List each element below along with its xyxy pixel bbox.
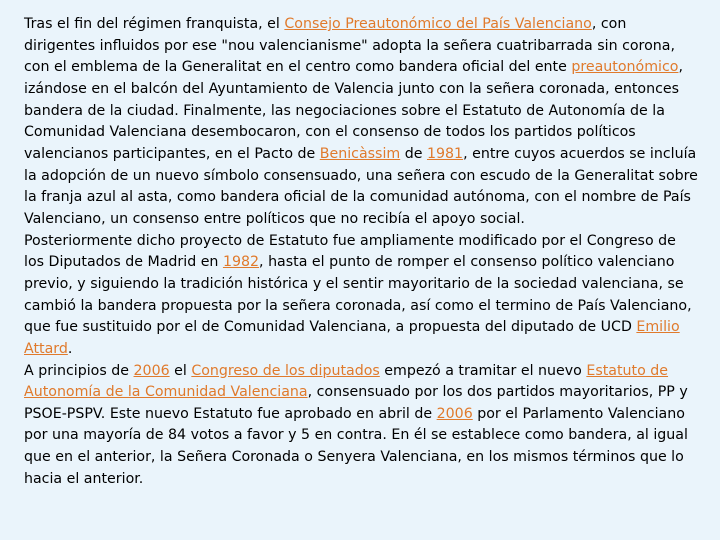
text-segment: de	[400, 145, 427, 162]
text-segment: , hasta el punto de romper el consenso político valenciano previo, y siguiendo la tradición histórica y el sentir mayoritario de la sociedad valenciana, se cambió la bandera propuesta por la señera coronada, así como el termino de País Valenciano, que fue sustituido por el de Comunidad Valenciana, a propuesta del diputado de UCD	[24, 254, 692, 336]
text-segment: , entre cuyos acuerdos se incluía la adopción de un nuevo símbolo consensuado, una señera con escudo de la Generalitat sobre la franja azul al asta, como bandera oficial de la comunidad autónoma, con el nombre de País Valenciano, un consenso entre políticos que no recibía el apoyo social.	[24, 145, 698, 227]
hyperlink[interactable]: 1981	[426, 145, 464, 162]
paragraph-1	[24, 14, 698, 231]
hyperlink[interactable]: Benicàssim	[319, 145, 401, 162]
text-segment: , con dirigentes influidos por ese "nou valencianisme" adopta la señera cuatribarrada sin corona, con el emblema de la Generalitat en el centro como bandera oficial del ente	[24, 16, 675, 76]
text-segment: .	[67, 340, 73, 357]
paragraph-2	[24, 231, 698, 361]
text-segment: A principios de	[24, 362, 134, 379]
document-body	[24, 14, 698, 490]
hyperlink[interactable]: 2006	[133, 362, 170, 379]
hyperlink[interactable]: Consejo Preautonómico del País Valenciano	[284, 16, 592, 32]
hyperlink[interactable]: Congreso de los diputados	[191, 362, 380, 379]
text-segment: el	[169, 362, 192, 379]
text-segment: empezó a tramitar el nuevo	[379, 362, 587, 379]
hyperlink[interactable]: 1982	[222, 254, 260, 271]
text-segment: por el Parlamento Valenciano por una mayoría de 84 votos a favor y 5 en contra. En él se establece como bandera, al igual que en el anterior, la Señera Coronada o Senyera Valenciana, en los mismos términos que lo hacia el anterior.	[24, 405, 688, 487]
hyperlink[interactable]: 2006	[436, 405, 473, 422]
text-segment: Tras el fin del régimen franquista, el	[24, 16, 285, 32]
text-segment: Posteriormente dicho proyecto de Estatuto fue ampliamente modificado por el Congreso de los Diputados de Madrid en	[24, 232, 676, 271]
hyperlink[interactable]: Estatuto de Autonomía de la Comunidad Valenciana	[24, 362, 669, 401]
hyperlink[interactable]: Emilio Attard	[24, 319, 680, 357]
text-segment: , consensuado por los dos partidos mayoritarios, PP y PSOE-PSPV. Este nuevo Estatuto fue aprobado en abril de	[24, 384, 688, 422]
paragraph-3	[24, 361, 698, 491]
hyperlink[interactable]: preautonómico	[571, 59, 679, 76]
text-segment: , izándose en el balcón del Ayuntamiento de Valencia junto con la señera coronada, entonces bandera de la ciudad. Finalmente, las negociaciones sobre el Estatuto de Autonomía de la Comunidad Valenciana desembocaron, con el consenso de todos los partidos políticos valencianos participantes, en el Pacto de	[24, 59, 683, 162]
